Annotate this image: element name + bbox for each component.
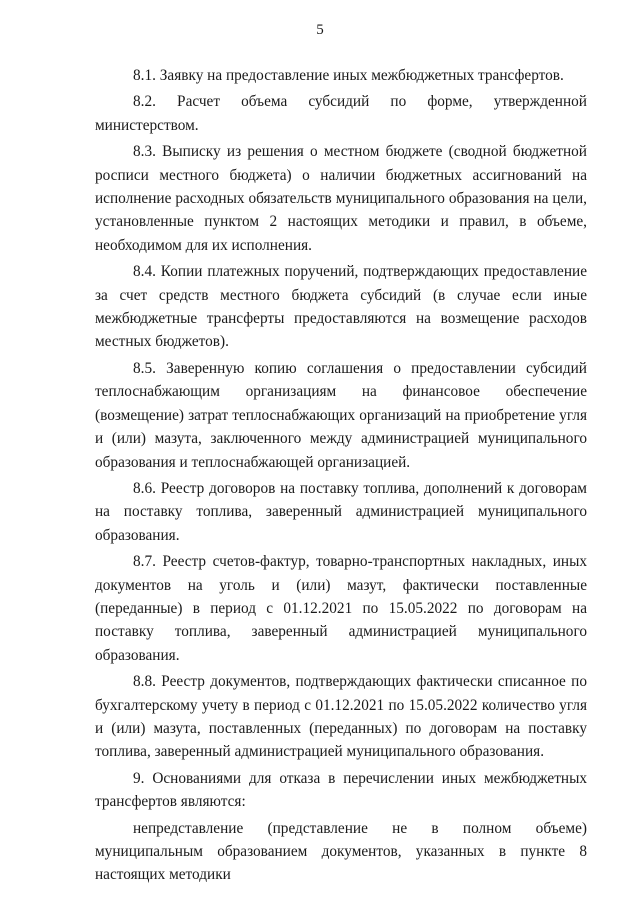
paragraph-9: 9. Основаниями для отказа в перечислении иных межбюджетных трансфертов являются: (95, 769, 587, 811)
paragraph-8-7: 8.7. Реестр счетов-фактур, товарно-транспортных накладных, иных документов на уголь и (или) мазут, фактически поставленные (переданные) в период с 01.12.2021 по 15.05.2022 по договорам на поставку топлива, заверенный администрацией муниципального образования. (95, 553, 587, 664)
paragraph-9-item: непредставление (представление не в полном объеме) муниципальным образованием документов, указанных в пункте 8 настоящих методики (95, 819, 587, 884)
paragraph-8-1: 8.1. Заявку на предоставление иных межбюджетных трансфертов. (133, 67, 564, 84)
paragraph-8-2: 8.2. Расчет объема субсидий по форме, утвержденной министерством. (95, 93, 587, 134)
page-number: 5 (316, 22, 324, 38)
paragraph-8-6: 8.6. Реестр договоров на поставку топлива, дополнений к договорам на поставку топлива, заверенный администрацией муниципального образования. (95, 479, 587, 544)
paragraph-8-5: 8.5. Заверенную копию соглашения о предоставлении субсидий теплоснабжающим организациям на финансовое обеспечение (возмещение) затрат теплоснабжающих организаций на приобретение угля и (или) мазута, заключенного между администрацией муниципального образования и теплоснабжающей организацией. (95, 359, 587, 471)
paragraph-8-3: 8.3. Выписку из решения о местном бюджете (сводной бюджетной росписи местного бюджета) о наличии бюджетных ассигнований на исполнение расходных обязательств муниципального образования на цели, установленные пунктом 2 настоящих методики и правил, в объеме, необходимом для их исполнения. (95, 143, 587, 254)
paragraph-8-8: 8.8. Реестр документов, подтверждающих фактически списанное по бухгалтерскому учету в период с 01.12.2021 по 15.05.2022 количество угля и (или) мазута, поставленных (переданных) по договорам на поставку топлива, заверенный администрацией муниципального образования. (95, 673, 587, 761)
paragraph-8-4: 8.4. Копии платежных поручений, подтверждающих предоставление за счет средств местного бюджета субсидий (в случае если иные межбюджетные трансферты предоставляются на возмещение расходов местных бюджетов). (95, 263, 587, 351)
document-body (95, 64, 587, 887)
